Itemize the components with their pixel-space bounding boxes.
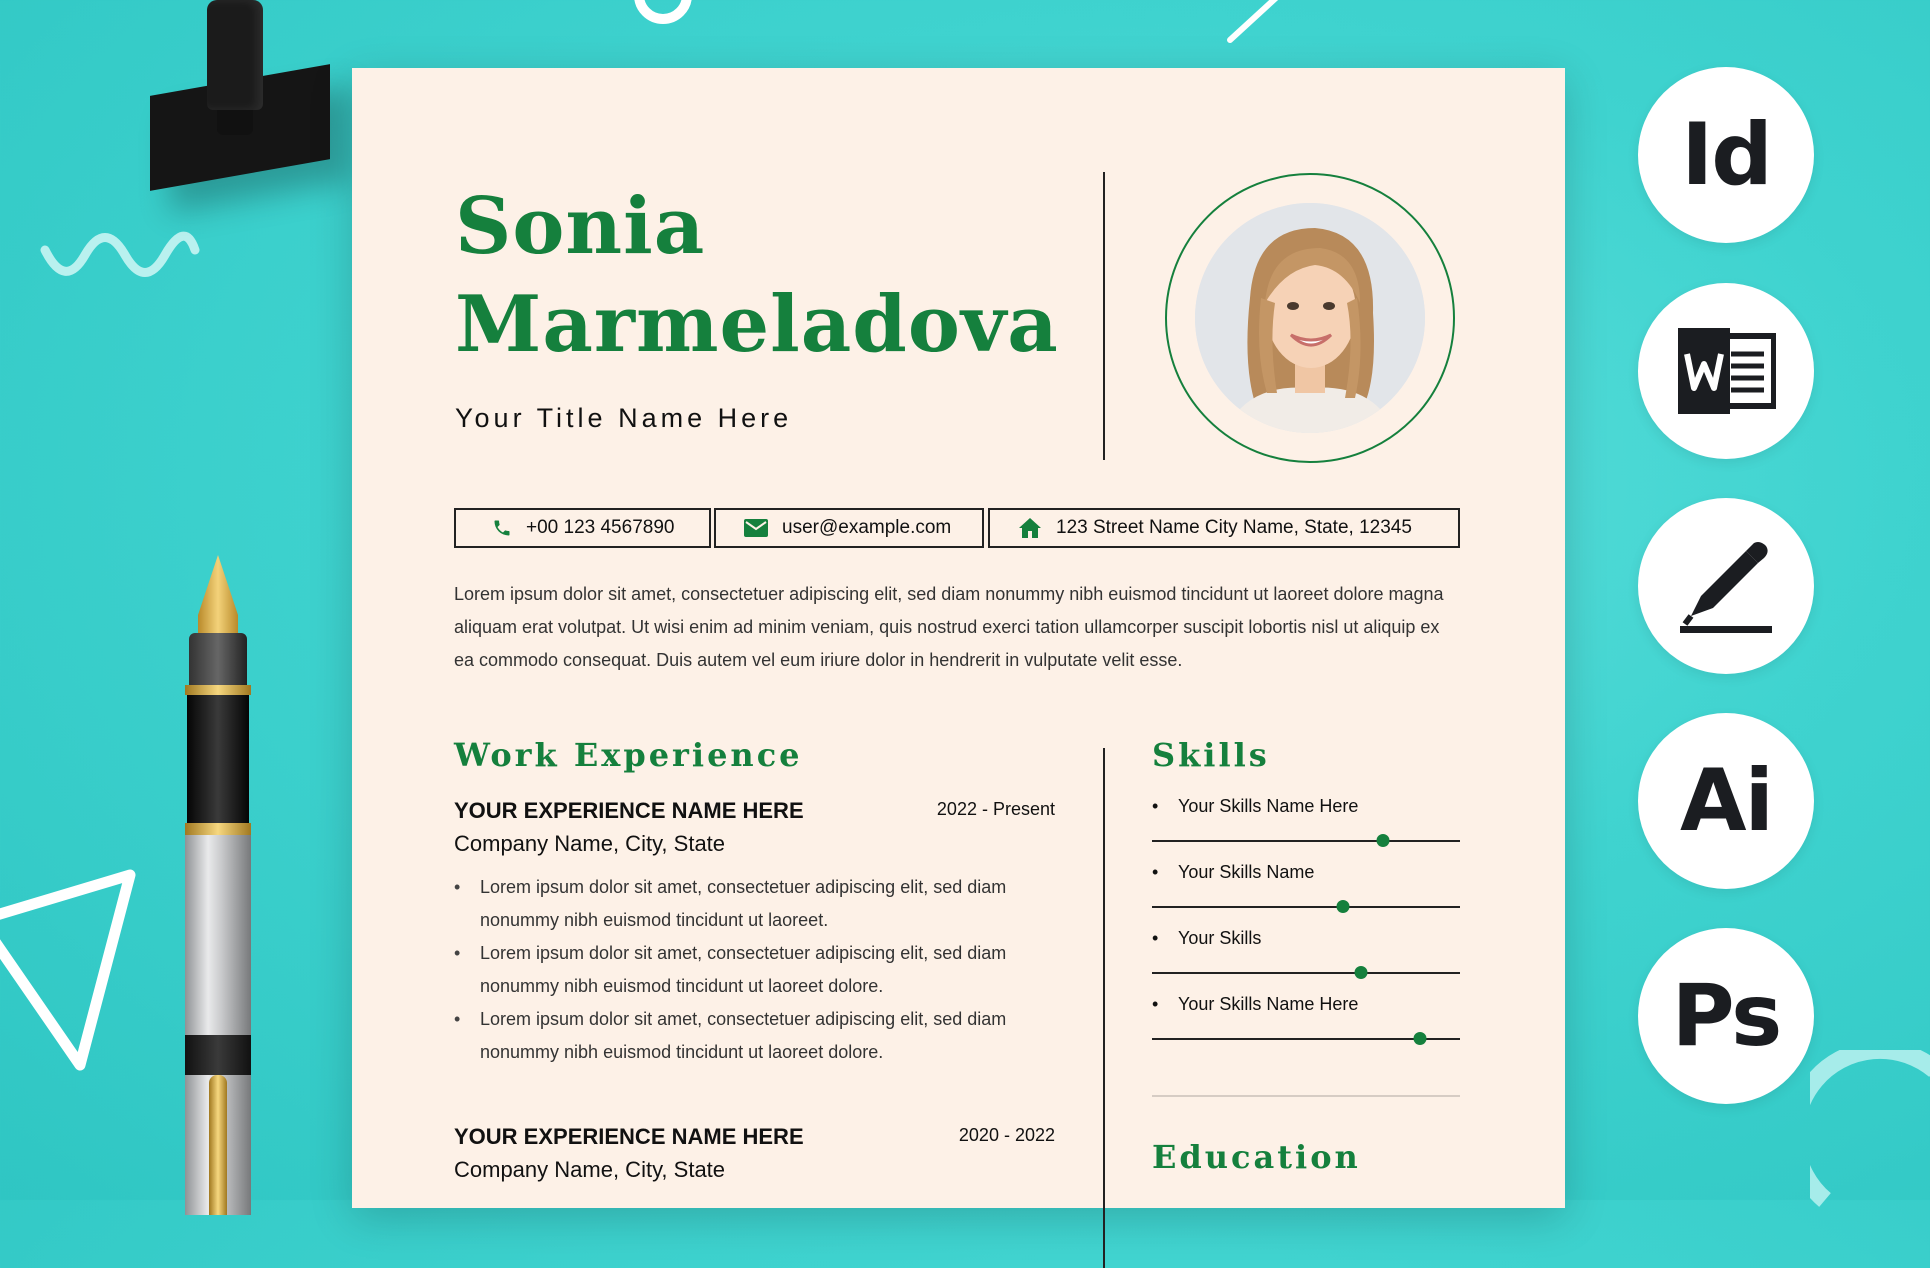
skill-level-handle[interactable] [1377, 834, 1390, 847]
illustrator-badge[interactable] [1638, 713, 1814, 889]
skill-item [1152, 994, 1460, 1040]
address-field[interactable] [988, 508, 1460, 548]
profile-summary: Lorem ipsum dolor sit amet, consectetuer adipiscing elit, sed diam nonummy nibh euismod tincidunt ut laoreet dolore magna aliquam erat volutpat. Ut wisi enim ad minim veniam, quis nostrud exerci tation ullamcorper suscipit lobortis nisl ut aliquip ex ea commodo consequat. Duis autem vel eum iriure dolor in hendrerit in vulputate velit esse. [454, 584, 1444, 670]
skill-label: • Your Skills Name Here [1152, 796, 1460, 817]
skill-level-handle[interactable] [1413, 1032, 1426, 1045]
skills-divider [1152, 1095, 1460, 1097]
indesign-badge[interactable] [1638, 67, 1814, 243]
column-divider [1103, 748, 1105, 1268]
skill-level-handle[interactable] [1336, 900, 1349, 913]
word-badge[interactable] [1638, 283, 1814, 459]
skills-heading: Skills [1152, 736, 1270, 774]
ring-decoration [628, 0, 698, 30]
resume-page [352, 68, 1565, 1208]
skill-level-slider[interactable] [1152, 1038, 1460, 1040]
contact-bar [454, 508, 1460, 552]
last-name: Marmeladova [455, 279, 1059, 370]
job-1-date: 2022 - Present [936, 799, 1055, 819]
job-2-title: YOUR EXPERIENCE NAME HERE [454, 1124, 804, 1149]
triangle-decoration [0, 860, 150, 1090]
phone-text: +00 123 4567890 [526, 517, 675, 538]
line-decoration [1180, 0, 1300, 50]
stamp-image [145, 0, 345, 230]
signature-badge[interactable] [1638, 498, 1814, 674]
email-text: user@example.com [782, 517, 952, 538]
skill-item [1152, 796, 1460, 842]
skill-level-handle[interactable] [1355, 966, 1368, 979]
profile-photo [1195, 203, 1425, 433]
envelope-icon [744, 519, 768, 537]
phone-field[interactable] [454, 508, 711, 548]
squiggle-decoration [40, 230, 200, 290]
skill-item [1152, 862, 1460, 908]
skill-label: • Your Skills [1152, 928, 1460, 949]
home-icon [1018, 517, 1042, 539]
skill-label: • Your Skills Name [1152, 862, 1460, 883]
profile-photo-frame [1165, 173, 1455, 463]
skill-label: • Your Skills Name Here [1152, 994, 1460, 1015]
job-1-title: YOUR EXPERIENCE NAME HERE [454, 798, 804, 823]
job-1-bullets [454, 871, 1054, 1069]
list-item: • Lorem ipsum dolor sit amet, consectetuer adipiscing elit, sed diam nonummy nibh euismod tincidunt ut laoreet dolore. [454, 937, 1054, 1003]
address-text: 123 Street Name City Name, State, 12345 [1056, 517, 1412, 538]
job-title-heading: Your Title Name Here [455, 403, 793, 433]
email-field[interactable] [714, 508, 984, 548]
fountain-pen-image [175, 545, 260, 1205]
job-2-company: Company Name, City, State [454, 1157, 726, 1182]
skill-level-slider[interactable] [1152, 840, 1460, 842]
job-2-date: 2020 - 2022 [958, 1125, 1055, 1145]
word-icon [1676, 326, 1776, 416]
photoshop-badge[interactable] [1638, 928, 1814, 1104]
first-name: Sonia [455, 181, 706, 272]
header-divider [1103, 172, 1105, 460]
list-item: • Lorem ipsum dolor sit amet, consectetuer adipiscing elit, sed diam nonummy nibh euismod tincidunt ut laoreet dolore. [454, 1003, 1054, 1069]
phone-icon [492, 518, 512, 538]
work-experience-heading: Work Experience [454, 736, 803, 774]
skill-level-slider[interactable] [1152, 972, 1460, 974]
list-item: • Lorem ipsum dolor sit amet, consectetuer adipiscing elit, sed diam nonummy nibh euismod tincidunt ut laoreet. [454, 871, 1054, 937]
photoshop-label: Ps [1671, 966, 1781, 1066]
resume-name [455, 178, 1059, 374]
illustrator-label: Ai [1679, 751, 1773, 851]
pen-tool-icon [1676, 536, 1776, 636]
skill-level-slider[interactable] [1152, 906, 1460, 908]
skill-item [1152, 928, 1460, 974]
job-1-company: Company Name, City, State [454, 831, 726, 856]
arc-decoration [1810, 1050, 1930, 1210]
indesign-label: Id [1681, 105, 1771, 205]
education-heading: Education [1152, 1138, 1361, 1176]
